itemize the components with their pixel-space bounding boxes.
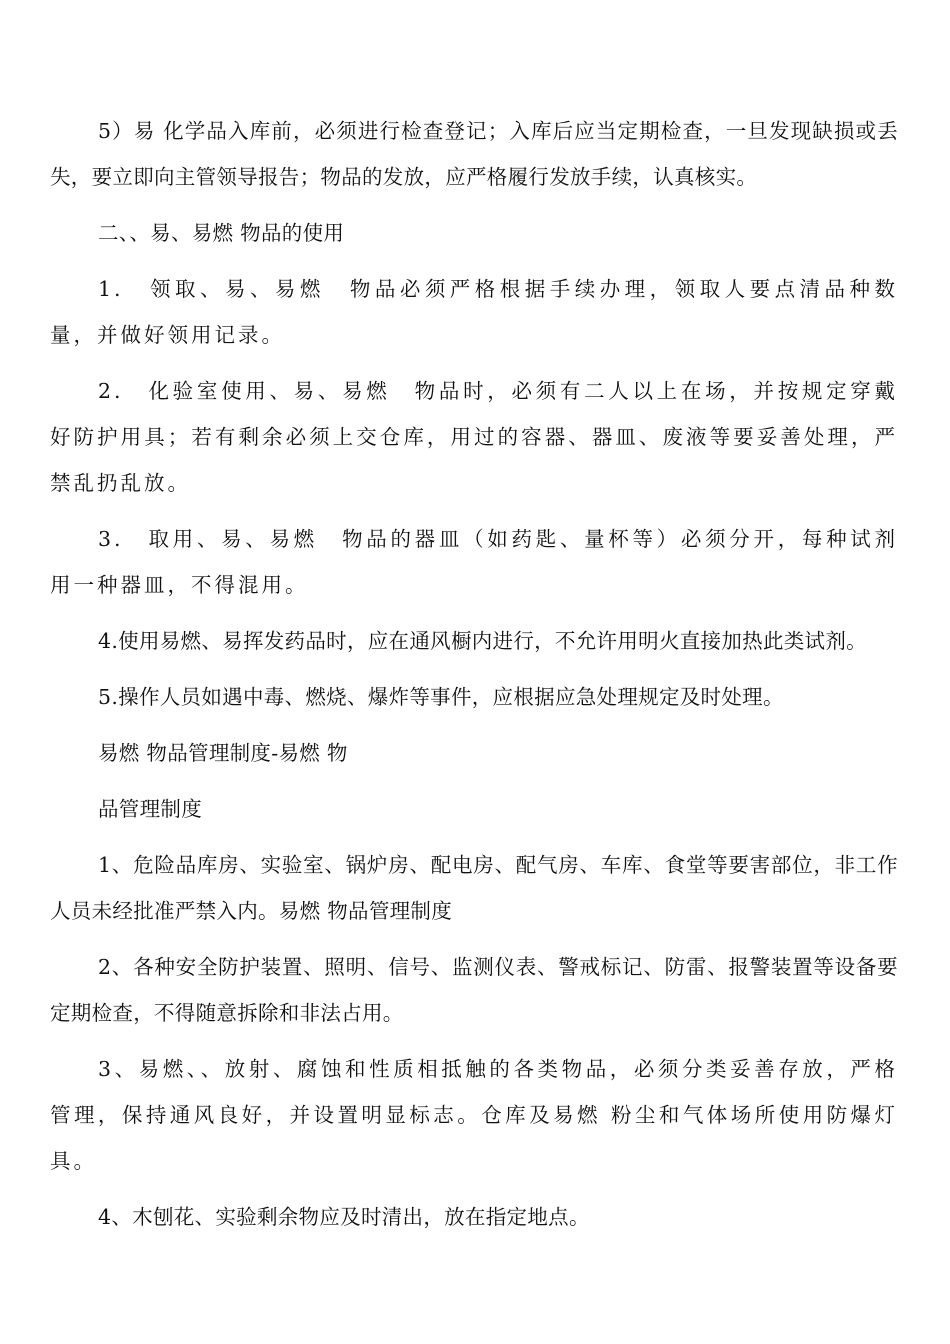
paragraph-rule-3: 3. 取用、易、易燃 物品的器皿（如药匙、量杯等）必须分开，每种试剂用一种器皿，不得混用。: [50, 527, 898, 597]
paragraph-rule-4: 4.使用易燃、易挥发药品时，应在通风橱内进行，不允许用明火直接加热此类试剂。: [98, 629, 867, 653]
section-title-line-1: 易燃 物品管理制度-易燃 物: [98, 741, 348, 765]
paragraph-rule-1: 1. 领取、易、易燃 物品必须严格根据手续办理，领取人要点清品种数量，并做好领用记录。: [50, 277, 898, 347]
section-title-line-2: 品管理制度: [98, 797, 202, 821]
paragraph-rule-2: 2. 化验室使用、易、易燃 物品时，必须有二人以上在场，并按规定穿戴好防护用具；若有剩余必须上交仓库，用过的容器、器皿、废液等要妥善处理，严禁乱扔乱放。: [50, 379, 898, 495]
paragraph-item-1: 1、危险品库房、实验室、锅炉房、配电房、配气房、车库、食堂等要害部位，非工作人员未经批准严禁入内。易燃 物品管理制度: [50, 853, 898, 923]
paragraph-rule-5: 5.操作人员如遇中毒、燃烧、爆炸等事件，应根据应急处理规定及时处理。: [98, 685, 784, 709]
section-heading-usage: 二、、易、易燃 物品的使用: [98, 221, 345, 245]
paragraph-storage-inspection: 5）易 化学品入库前，必须进行检查登记；入库后应当定期检查，一旦发现缺损或丢失，要立即向主管领导报告；物品的发放，应严格履行发放手续，认真核实。: [50, 119, 898, 189]
paragraph-item-3: 3、易燃、、放射、腐蚀和性质相抵触的各类物品，必须分类妥善存放，严格管理，保持通风良好，并设置明显标志。仓库及易燃 粉尘和气体场所使用防爆灯具。: [50, 1057, 898, 1173]
paragraph-item-4: 4、木刨花、实验剩余物应及时清出，放在指定地点。: [98, 1205, 590, 1229]
paragraph-item-2: 2、各种安全防护装置、照明、信号、监测仪表、警戒标记、防雷、报警装置等设备要定期检查，不得随意拆除和非法占用。: [50, 955, 898, 1025]
